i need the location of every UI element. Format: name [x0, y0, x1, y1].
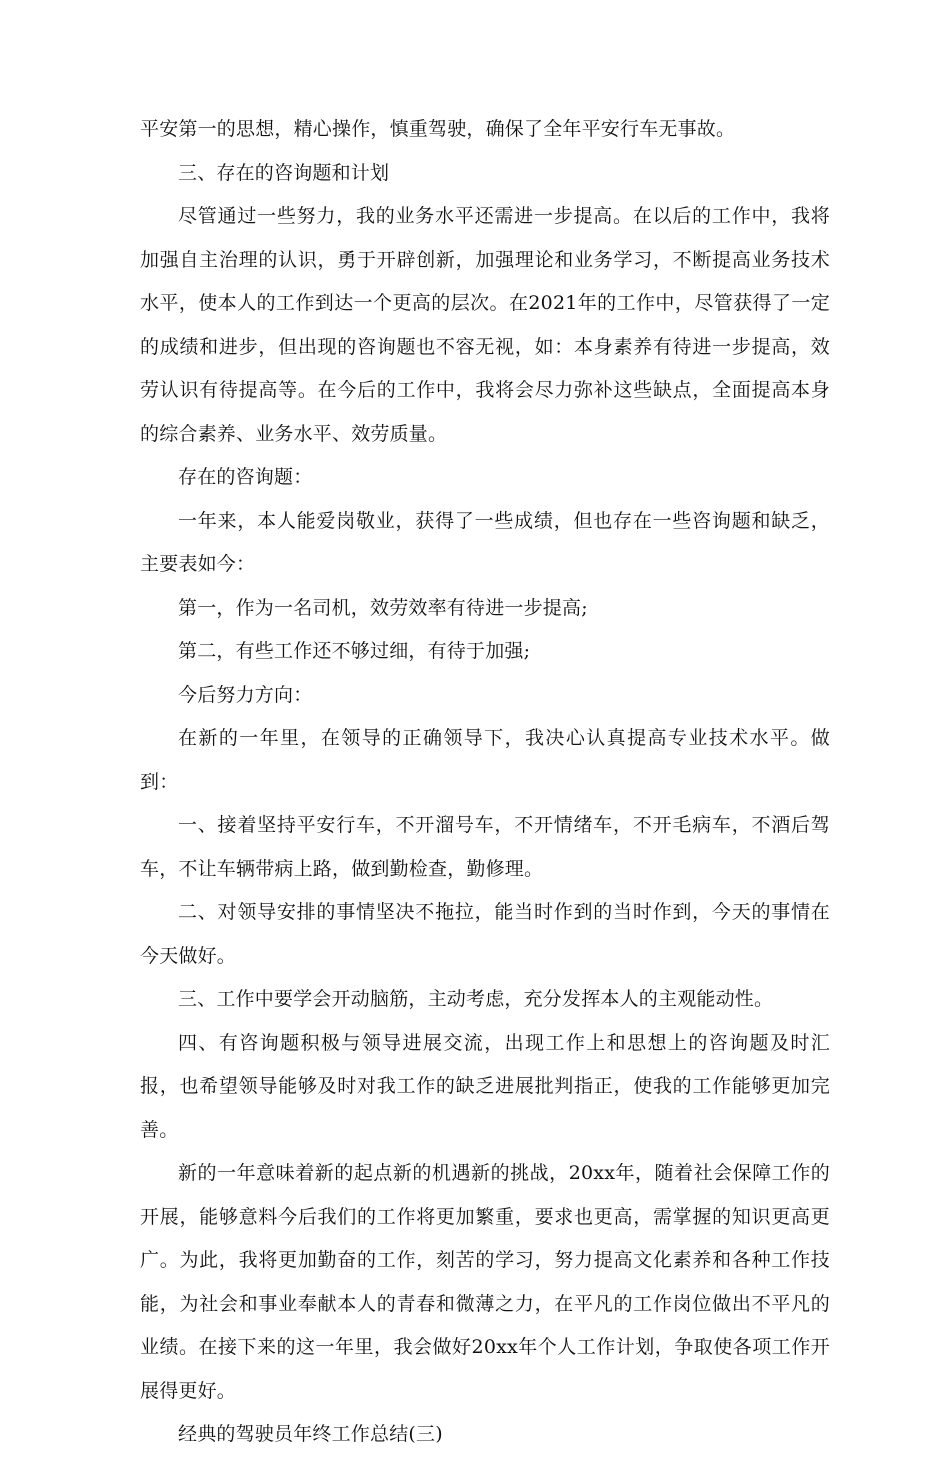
section-heading-issues-plan: 三、存在的咨询题和计划 — [178, 161, 390, 184]
paragraph-new-year-goal: 在新的一年里，在领导的正确领导下，我决心认真提高专业技术水平。做到： — [140, 727, 830, 793]
paragraph-new-year-outlook: 新的一年意味着新的起点新的机遇新的挑战，20xx年，随着社会保障工作的开展，能够意料今后我们的工作将更加繁重，要求也更高，需掌握的知识更高更广。为此，我将更加勤奋的工作，刻苦的学习，努力提高文化素养和各种工作技能，为社会和事业奉献本人的青春和微薄之力，在平凡的工作岗位做出不平凡的业绩。在接下来的这一年里，我会做好20xx年个人工作计划，争取使各项工作开展得更好。 — [140, 1162, 830, 1402]
paragraph-business-improvement: 尽管通过一些努力，我的业务水平还需进一步提高。在以后的工作中，我将加强自主治理的认识，勇于开辟创新，加强理论和业务学习，不断提高业务技术水平，使本人的工作到达一个更高的层次。在2021年的工作中，尽管获得了一定的成绩和进步，但出现的咨询题也不容无视，如：本身素养有待进一步提高，效劳认识有待提高等。在今后的工作中，我将会尽力弥补这些缺点，全面提高本身的综合素养、业务水平、效劳质量。 — [140, 205, 830, 445]
plan-item-four: 四、有咨询题积极与领导进展交流，出现工作上和思想上的咨询题及时汇报，也希望领导能够及时对我工作的缺乏进展批判指正，使我的工作能够更加完善。 — [140, 1031, 830, 1141]
paragraph-year-review: 一年来，本人能爱岗敬业，获得了一些成绩，但也存在一些咨询题和缺乏，主要表如今： — [140, 509, 830, 575]
paragraph-safety-summary: 平安第一的思想，精心操作，慎重驾驶，确保了全年平安行车无事故。 — [140, 118, 736, 140]
document-body — [140, 108, 830, 1457]
plan-item-one: 一、接着坚持平安行车，不开溜号车，不开情绪车，不开毛病车，不酒后驾车，不让车辆带病上路，做到勤检查，勤修理。 — [140, 814, 830, 880]
issue-item-second: 第二，有些工作还不够过细，有待于加强; — [178, 640, 531, 662]
plan-item-two: 二、对领导安排的事情坚决不拖拉，能当时作到的当时作到，今天的事情在今天做好。 — [140, 901, 830, 967]
subheading-future-direction: 今后努力方向： — [178, 683, 313, 706]
section-title-classic-driver-summary: 经典的驾驶员年终工作总结(三) — [178, 1423, 443, 1445]
subheading-existing-issues: 存在的咨询题： — [178, 466, 313, 488]
plan-item-three: 三、工作中要学会开动脑筋，主动考虑，充分发挥本人的主观能动性。 — [178, 988, 774, 1010]
issue-item-first: 第一，作为一名司机，效劳效率有待进一步提高; — [178, 596, 588, 619]
